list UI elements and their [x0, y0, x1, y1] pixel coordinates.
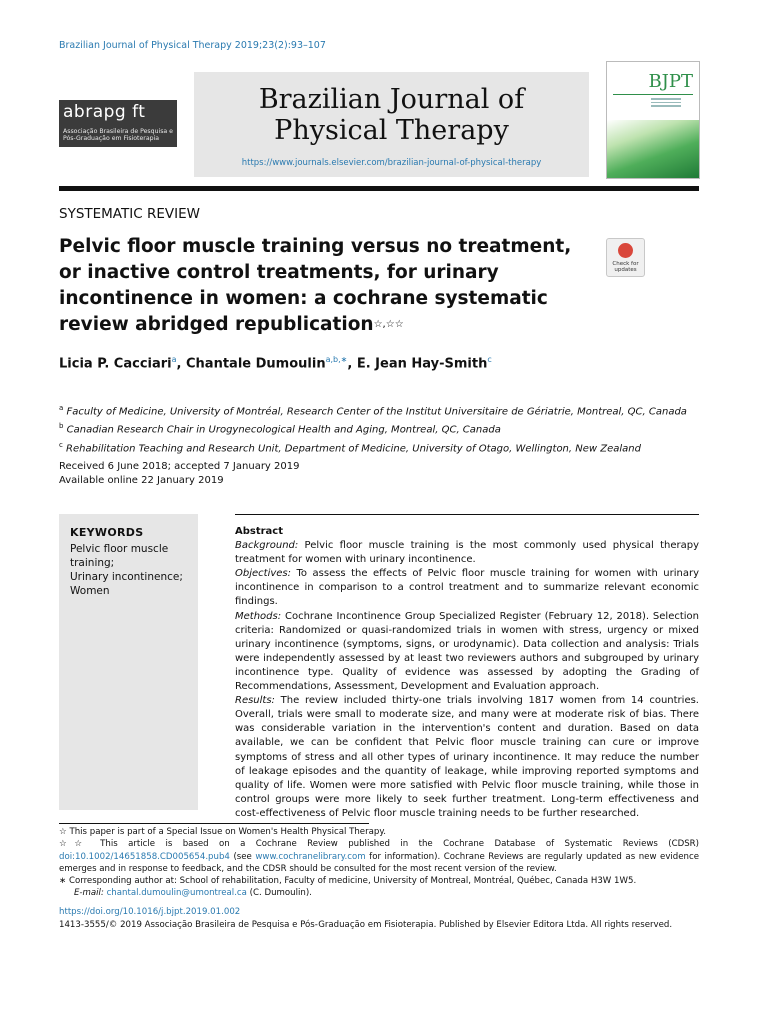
cochrane-library-link[interactable]: www.cochranelibrary.com [255, 851, 366, 862]
cover-subtitle-lines [651, 98, 695, 108]
society-logo [59, 100, 177, 147]
abstract-methods: Methods: Cochrane Incontinence Group Specialized Register (February 12, 2018). Selection criteria: Randomized or quasi-randomized trials in women with stress, urgency or mixed urinary incontinence (symptoms, signs, or urodynamic). Data collection and analysis: Trials were independently assessed by at least two reviewers authors and subgrouped by urinary incontinence type. Quality of evidence was assessed by adopting the Grading of Recommendations, Assessment, Development and Evaluation approach. [235, 610, 699, 693]
cochrane-doi-link[interactable]: doi:10.1002/14651858.CD005654.pub4 [59, 851, 230, 862]
cover-abbrev: BJPT [648, 71, 693, 92]
cover-divider [613, 94, 693, 95]
check-for-updates-button[interactable] [606, 238, 645, 277]
title-footnote-marks[interactable]: ☆,☆☆ [373, 319, 404, 330]
affiliation-item: $^a$ Faculty of Medicine, University of Montréal, Research Center of the Institut Universitaire de Gériatrie, Montreal, QC, Canada [59, 404, 687, 418]
author-name[interactable]: Licia P. Cacciari [59, 356, 172, 372]
affiliations [59, 401, 709, 456]
footnotes [59, 826, 699, 900]
author-affil-link[interactable]: a,b,∗ [325, 355, 348, 364]
check-for-updates-label: Check for updates [612, 261, 639, 273]
keyword-item: Women [70, 585, 110, 597]
keyword-item: Pelvic floor muscle training; [70, 543, 169, 569]
journal-citation: Brazilian Journal of Physical Therapy 2019;23(2):93–107 [59, 40, 326, 51]
available-date: Available online 22 January 2019 [59, 475, 224, 486]
footnote-corresponding-author: ∗ Corresponding author at: School of rehabilitation, Faculty of medicine, University of Montreal, Montréal, Québec, Canada H3W 1W5. [59, 876, 637, 887]
keywords-heading: KEYWORDS [70, 526, 144, 539]
article-dates [59, 460, 299, 488]
author-email-link[interactable]: chantal.dumoulin@umontreal.ca [106, 888, 247, 899]
journal-title: Brazilian Journal of Physical Therapy [258, 84, 525, 146]
abstract-rule [235, 514, 699, 515]
article-doi-link[interactable]: https://doi.org/10.1016/j.bjpt.2019.01.002 [59, 907, 241, 917]
author-name[interactable]: E. Jean Hay-Smith [356, 356, 488, 372]
article-title-text: Pelvic floor muscle training versus no treatment, or inactive control treatments, for urinary incontinence in women: a cochrane systematic review abridged republication [59, 236, 572, 335]
abstract-heading: Abstract [235, 526, 284, 537]
article-title [59, 234, 599, 338]
journal-masthead [194, 72, 589, 177]
copyright-notice: 1413-3555/© 2019 Associação Brasileira de Pesquisa e Pós-Graduação em Fisioterapia. Published by Elsevier Editora Ltda. All rights reserved. [59, 920, 673, 930]
affiliation-item: $^b$ Canadian Research Chair in Urogynecological Health and Aging, Montreal, QC, Canada [59, 422, 501, 436]
footnote-rule [59, 823, 369, 824]
affiliation-item: $^c$ Rehabilitation Teaching and Research Unit, Department of Medicine, University of Otago, Wellington, New Zealand [59, 440, 641, 454]
society-wordmark: abrapg ft [63, 102, 146, 122]
author-list: Licia P. Cacciari$^a$, Chantale Dumoulin$^{a,b,∗}$, E. Jean Hay-Smith$^c$ [59, 355, 492, 372]
society-name: Associação Brasileira de Pesquisa e Pós-Graduação em Fisioterapia [63, 128, 173, 143]
bookmark-icon [618, 243, 633, 258]
footnote-cochrane: ☆☆ This article is based on a Cochrane Review published in the Cochrane Database of Systematic Reviews (CDSR) doi:10.1002/14651858.CD005654.pub4 (see www.cochranelibrary.com for information). Cochrane Reviews are regularly updated as new evidence emerges and in response to feedback, and the CDSR should be consulted for the most recent version of the review. [59, 839, 700, 874]
keywords-box [59, 514, 198, 810]
received-date: Received 6 June 2018; accepted 7 January 2019 [59, 461, 300, 472]
author-name[interactable]: Chantale Dumoulin [186, 356, 326, 372]
cover-artwork [607, 120, 699, 178]
journal-cover-image [606, 61, 700, 179]
footnote-email: E-mail: chantal.dumoulin@umontreal.ca (C. Dumoulin). [74, 888, 312, 899]
author-affil-link[interactable]: a [171, 355, 177, 364]
article-type: SYSTEMATIC REVIEW [59, 206, 200, 222]
author-affil-link[interactable]: c [487, 355, 492, 364]
abstract-results: Results: The review included thirty-one trials involving 1817 women from 14 countries. Overall, trials were small to moderate size, and many were at moderate risk of bias. There was considerable variation in the intervention's content and duration. Based on data available, we can be confident that Pelvic floor muscle training can cure or improve symptoms of stress and all other types of urinary incontinence. It may reduce the number of leakage episodes and the quantity of leakage, while improving reported symptoms and quality of life. Women were more satisfied with Pelvic floor muscle training, while those in control groups were more likely to seek further treatment. Long-term effectiveness and cost-effectiveness of Pelvic floor muscle training needs to be further researched. [235, 695, 699, 819]
abstract-background: Background: Pelvic floor muscle training is the most commonly used physical therapy treatment for women with urinary incontinence. [235, 540, 699, 566]
journal-url-link[interactable]: https://www.journals.elsevier.com/brazilian-journal-of-physical-therapy [241, 158, 542, 168]
footnote-special-issue: ☆ This paper is part of a Special Issue on Women's Health Physical Therapy. [59, 827, 386, 837]
abstract [235, 525, 699, 821]
keyword-item: Urinary incontinence; [70, 571, 183, 583]
abstract-objectives: Objectives: To assess the effects of Pelvic floor muscle training for women with urinary incontinence in comparison to a control treatment and to summarize relevant economic findings. [235, 568, 699, 608]
keywords-list [70, 542, 195, 598]
header-rule [59, 186, 699, 191]
